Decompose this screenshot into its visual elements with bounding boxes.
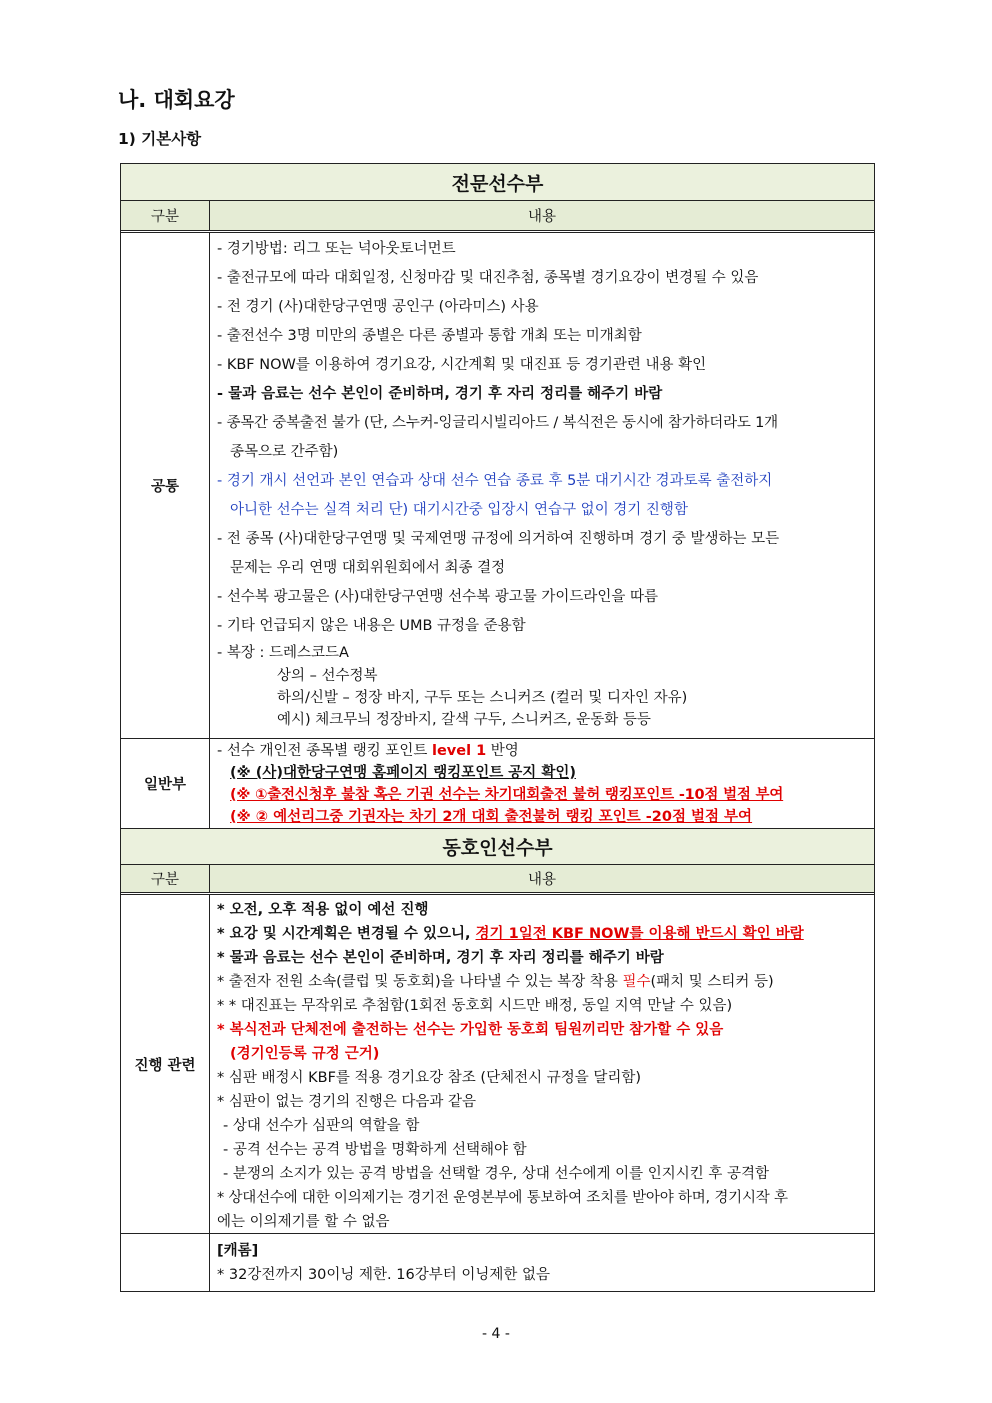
progress-item: (경기인등록 규정 근거) xyxy=(230,1046,380,1062)
progress-item: - 분쟁의 소지가 있는 공격 방법을 선택할 경우, 상대 선수에게 이를 인지시킨 후 공격함 xyxy=(223,1166,769,1182)
penalty-line-1: (※ ①출전신청후 불참 혹은 기권 선수는 차기대회출전 불허 랭킹포인트 -10점 벌점 부여 xyxy=(230,787,784,803)
common-item: - 전 종목 (사)대한당구연맹 및 국제연맹 규정에 의거하여 진행하며 경기 중 발생하는 모든 xyxy=(217,531,780,547)
col-category-header: 구분 xyxy=(121,865,210,892)
common-item: 상의 – 선수정복 xyxy=(277,668,378,684)
ranking-level-line: - 선수 개인전 종목별 랭킹 포인트 level 1 반영 xyxy=(217,743,519,759)
penalty-line-2: (※ ② 예선리그중 기권자는 차기 2개 대회 출전불허 랭킹 포인트 -20점 벌점 부여 xyxy=(230,809,753,825)
progress-item: * 요강 및 시간계획은 변경될 수 있으니, 경기 1일전 KBF NOW를 이용해 반드시 확인 바람 xyxy=(217,926,804,942)
progress-item: * * 대진표는 무작위로 추첨함(1회전 동호회 시드만 배정, 동일 지역 만날 수 있음) xyxy=(217,998,733,1014)
carom-label-empty xyxy=(121,1234,210,1291)
pro-division-header-row xyxy=(121,200,874,230)
common-item: - KBF NOW를 이용하여 경기요강, 시간계획 및 대진표 등 경기관련 내용 확인 xyxy=(217,357,707,373)
page-number: - 4 - xyxy=(482,1326,510,1342)
common-item: - 복장 : 드레스코드A xyxy=(217,645,349,661)
common-item: - 기타 언급되지 않은 내용은 UMB 규정을 준용함 xyxy=(217,618,526,634)
common-row xyxy=(121,230,874,738)
col-content-header: 내용 xyxy=(527,209,556,225)
amateur-division-title-row xyxy=(121,828,874,864)
common-item: - 물과 음료는 선수 본인이 준비하며, 경기 후 자리 정리를 해주기 바람 xyxy=(217,386,663,402)
common-content xyxy=(210,233,874,738)
progress-label: 진행 관련 xyxy=(121,895,210,1233)
common-item: 아니한 선수는 실격 처리 단) 대기시간중 입장시 연습구 없이 경기 진행함 xyxy=(230,502,688,518)
common-item: - 종목간 중복출전 불가 (단, 스누커-잉글리시빌리아드 / 복식전은 동시에 참가하더라도 1개 xyxy=(217,415,778,431)
common-item: - 경기방법: 리그 또는 넉아웃토너먼트 xyxy=(217,241,456,257)
carom-title: [캐롬] xyxy=(217,1243,259,1259)
pro-division-title: 전문선수부 xyxy=(451,172,544,195)
progress-content xyxy=(210,895,874,1233)
carom-row xyxy=(121,1233,874,1291)
check-kbf-now: 경기 1일전 KBF NOW를 이용해 반드시 확인 바람 xyxy=(475,926,804,942)
progress-item: - 공격 선수는 공격 방법을 명확하게 선택해야 함 xyxy=(223,1142,527,1158)
pro-division-table xyxy=(120,163,875,1292)
progress-item: * 복식전과 단체전에 출전하는 선수는 가입한 동호회 팀원끼리만 참가할 수 있음 xyxy=(217,1022,724,1038)
progress-item: 에는 이의제기를 할 수 없음 xyxy=(217,1214,390,1230)
common-item: - 경기 개시 선언과 본인 연습과 상대 선수 연습 종료 후 5분 대기시간 경과토록 출전하지 xyxy=(217,473,773,489)
common-item: 종목으로 간주함) xyxy=(230,444,339,460)
progress-item: * 출전자 전원 소속(클럽 및 동호회)을 나타낼 수 있는 복장 착용 필수(패치 및 스티커 등) xyxy=(217,974,774,990)
progress-item: * 심판 배정시 KBF를 적용 경기요강 참조 (단체전시 규정을 달리함) xyxy=(217,1070,642,1086)
common-item: 하의/신발 – 정장 바지, 구두 또는 스니커즈 (컬러 및 디자인 자유) xyxy=(277,690,688,706)
carom-content xyxy=(210,1234,874,1291)
section-heading: 나. 대회요강 xyxy=(118,88,235,112)
progress-row xyxy=(121,892,874,1233)
common-item: 예시) 체크무늬 정장바지, 갈색 구두, 스니커즈, 운동화 등등 xyxy=(277,712,651,728)
amateur-division-header-row xyxy=(121,864,874,892)
carom-line: * 32강전까지 30이닝 제한. 16강부터 이닝제한 없음 xyxy=(217,1267,550,1283)
common-label: 공통 xyxy=(121,233,210,738)
common-item: - 전 경기 (사)대한당구연맹 공인구 (아라미스) 사용 xyxy=(217,299,539,315)
common-item: - 선수복 광고물은 (사)대한당구연맹 선수복 광고물 가이드라인을 따름 xyxy=(217,589,659,605)
common-item: - 출전선수 3명 미만의 종별은 다른 종별과 통합 개최 또는 미개최함 xyxy=(217,328,642,344)
pro-division-title-row xyxy=(121,164,874,200)
subsection-heading: 1) 기본사항 xyxy=(118,130,202,148)
progress-item: * 상대선수에 대한 이의제기는 경기전 운영본부에 통보하여 조치를 받아야 하며, 경기시작 후 xyxy=(217,1190,788,1206)
col-category-header: 구분 xyxy=(121,201,210,230)
required-highlight: 필수 xyxy=(622,974,651,990)
ranking-notice-line: (※ (사)대한당구연맹 홈페이지 랭킹포인트 공지 확인) xyxy=(230,765,576,781)
progress-item: * 심판이 없는 경기의 진행은 다음과 같음 xyxy=(217,1094,477,1110)
progress-item: * 오전, 오후 적용 없이 예선 진행 xyxy=(217,902,429,918)
col-content-header: 내용 xyxy=(527,872,556,888)
general-content xyxy=(210,739,874,828)
progress-item: - 상대 선수가 심판의 역할을 함 xyxy=(223,1118,420,1134)
amateur-division-title: 동호인선수부 xyxy=(442,837,553,859)
common-item: - 출전규모에 따라 대회일정, 신청마감 및 대진추첨, 종목별 경기요강이 변경될 수 있음 xyxy=(217,270,759,286)
general-label: 일반부 xyxy=(121,739,210,828)
level-highlight: level 1 xyxy=(431,743,487,759)
progress-item: * 물과 음료는 선수 본인이 준비하며, 경기 후 자리 정리를 해주기 바람 xyxy=(217,950,664,966)
common-item: 문제는 우리 연맹 대회위원회에서 최종 결정 xyxy=(230,560,506,576)
general-row xyxy=(121,738,874,828)
